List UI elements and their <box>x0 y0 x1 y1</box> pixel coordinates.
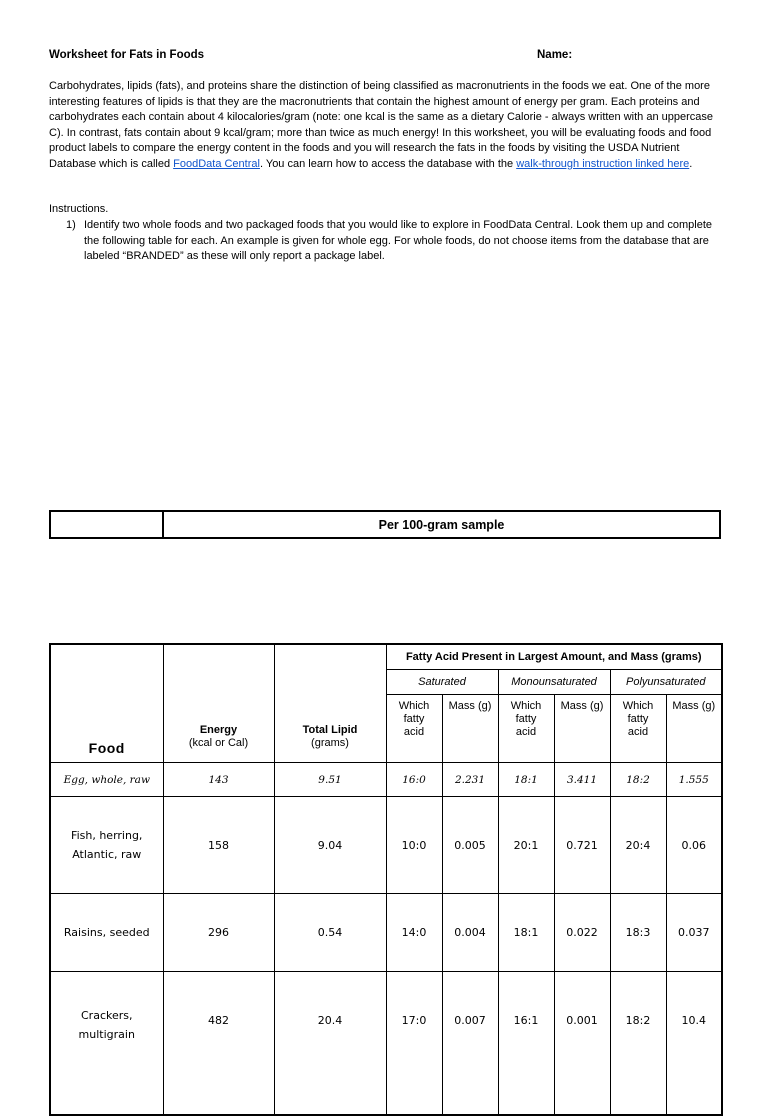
sat-mass-cell: 0.005 <box>442 797 498 894</box>
lipid-cell: 0.54 <box>274 894 386 972</box>
poly-fa-cell: 18:3 <box>610 894 666 972</box>
table-row <box>50 894 722 972</box>
sat-mass-cell: 0.004 <box>442 894 498 972</box>
per-sample-label: Per 100-gram sample <box>163 511 720 538</box>
mono-mass-header: Mass (g) <box>554 695 610 763</box>
lipid-header-unit: (grams) <box>311 737 349 749</box>
sat-fa-cell: 14:0 <box>386 894 442 972</box>
energy-cell: 296 <box>163 894 274 972</box>
intro-text-3: . <box>689 157 693 170</box>
food-cell: Egg, whole, raw <box>50 763 163 797</box>
energy-cell: 143 <box>163 763 274 797</box>
poly-mass-cell: 0.037 <box>666 894 722 972</box>
mono-fa-cell: 20:1 <box>498 797 554 894</box>
energy-cell: 482 <box>163 972 274 1116</box>
mono-fa-cell: 18:1 <box>498 763 554 797</box>
sat-mass-header: Mass (g) <box>442 695 498 763</box>
lipid-cell: 20.4 <box>274 972 386 1116</box>
mono-mass-cell: 0.721 <box>554 797 610 894</box>
sat-fa-cell: 10:0 <box>386 797 442 894</box>
instructions-list <box>66 218 716 265</box>
food-cell: Crackers, multigrain <box>50 972 163 1116</box>
energy-header-unit: (kcal or Cal) <box>188 737 249 749</box>
instructions-heading: Instructions. <box>49 203 109 215</box>
fats-data-table <box>49 643 723 1116</box>
fatty-acid-group-header: Fatty Acid Present in Largest Amount, and Mass (grams) <box>386 644 722 670</box>
food-cell: Fish, herring, Atlantic, raw <box>50 797 163 894</box>
name-label: Name: <box>537 49 573 61</box>
mono-fa-cell: 16:1 <box>498 972 554 1116</box>
energy-header-label: Energy <box>199 724 238 736</box>
intro-paragraph <box>49 79 724 172</box>
table-row <box>50 797 722 894</box>
energy-column-header <box>163 644 274 763</box>
polyunsaturated-header: Polyunsaturated <box>610 670 722 695</box>
walkthrough-link[interactable]: walk-through instruction linked here <box>516 157 690 170</box>
sat-fa-cell: 16:0 <box>386 763 442 797</box>
energy-cell: 158 <box>163 797 274 894</box>
mono-fa-cell: 18:1 <box>498 894 554 972</box>
lipid-column-header <box>274 644 386 763</box>
mono-which-header: Which fatty acid <box>498 695 554 763</box>
sat-mass-cell: 2.231 <box>442 763 498 797</box>
poly-mass-header: Mass (g) <box>666 695 722 763</box>
poly-mass-cell: 10.4 <box>666 972 722 1116</box>
table-row <box>50 763 722 797</box>
monounsaturated-header: Monounsaturated <box>498 670 610 695</box>
worksheet-title: Worksheet for Fats in Foods <box>49 49 205 61</box>
mono-mass-cell: 3.411 <box>554 763 610 797</box>
sat-mass-cell: 0.007 <box>442 972 498 1116</box>
poly-fa-cell: 18:2 <box>610 763 666 797</box>
poly-which-header: Which fatty acid <box>610 695 666 763</box>
poly-mass-cell: 1.555 <box>666 763 722 797</box>
mono-mass-cell: 0.001 <box>554 972 610 1116</box>
sat-which-header: Which fatty acid <box>386 695 442 763</box>
mono-mass-cell: 0.022 <box>554 894 610 972</box>
poly-fa-cell: 20:4 <box>610 797 666 894</box>
food-cell: Raisins, seeded <box>50 894 163 972</box>
intro-text-1: Carbohydrates, lipids (fats), and proteins share the distinction of being classified as macronutrients in the foods we eat. One of the more interesting features of lipids is that they are the macronutrients that contain the highest amount of energy per gram. Each proteins and carbohydrates each contain about 4 kilocalories/gram (note: one kcal is the same as a dietary Calorie - always written with an uppercase C). In contrast, fats contain about 9 kcal/gram; more than twice as much energy! In this worksheet, you will be evaluating foods and food product labels to compare the energy content in the foods and you will research the fats in the foods by visiting the USDA Nutrient Database which is called <box>49 80 714 170</box>
fooddata-central-link[interactable]: FoodData Central <box>173 157 260 170</box>
intro-text-2: . You can learn how to access the database with the <box>259 157 517 170</box>
lipid-cell: 9.04 <box>274 797 386 894</box>
poly-fa-cell: 18:2 <box>610 972 666 1116</box>
lipid-cell: 9.51 <box>274 763 386 797</box>
food-column-header: Food <box>50 644 163 763</box>
blank-header-cell <box>50 511 163 538</box>
table-row <box>50 972 722 1116</box>
saturated-header: Saturated <box>386 670 498 695</box>
poly-mass-cell: 0.06 <box>666 797 722 894</box>
sat-fa-cell: 17:0 <box>386 972 442 1116</box>
instruction-number: 1) <box>66 219 76 231</box>
lipid-header-label: Total Lipid <box>302 724 358 736</box>
per-sample-header-table <box>49 510 721 539</box>
instruction-text: Identify two whole foods and two packaged foods that you would like to explore in FoodData Central. Look them up and complete the following table for each. An example is given for whole egg. For whole foods, do not choose items from the database that are labeled “BRANDED” as these will only report a package label. <box>84 219 712 262</box>
